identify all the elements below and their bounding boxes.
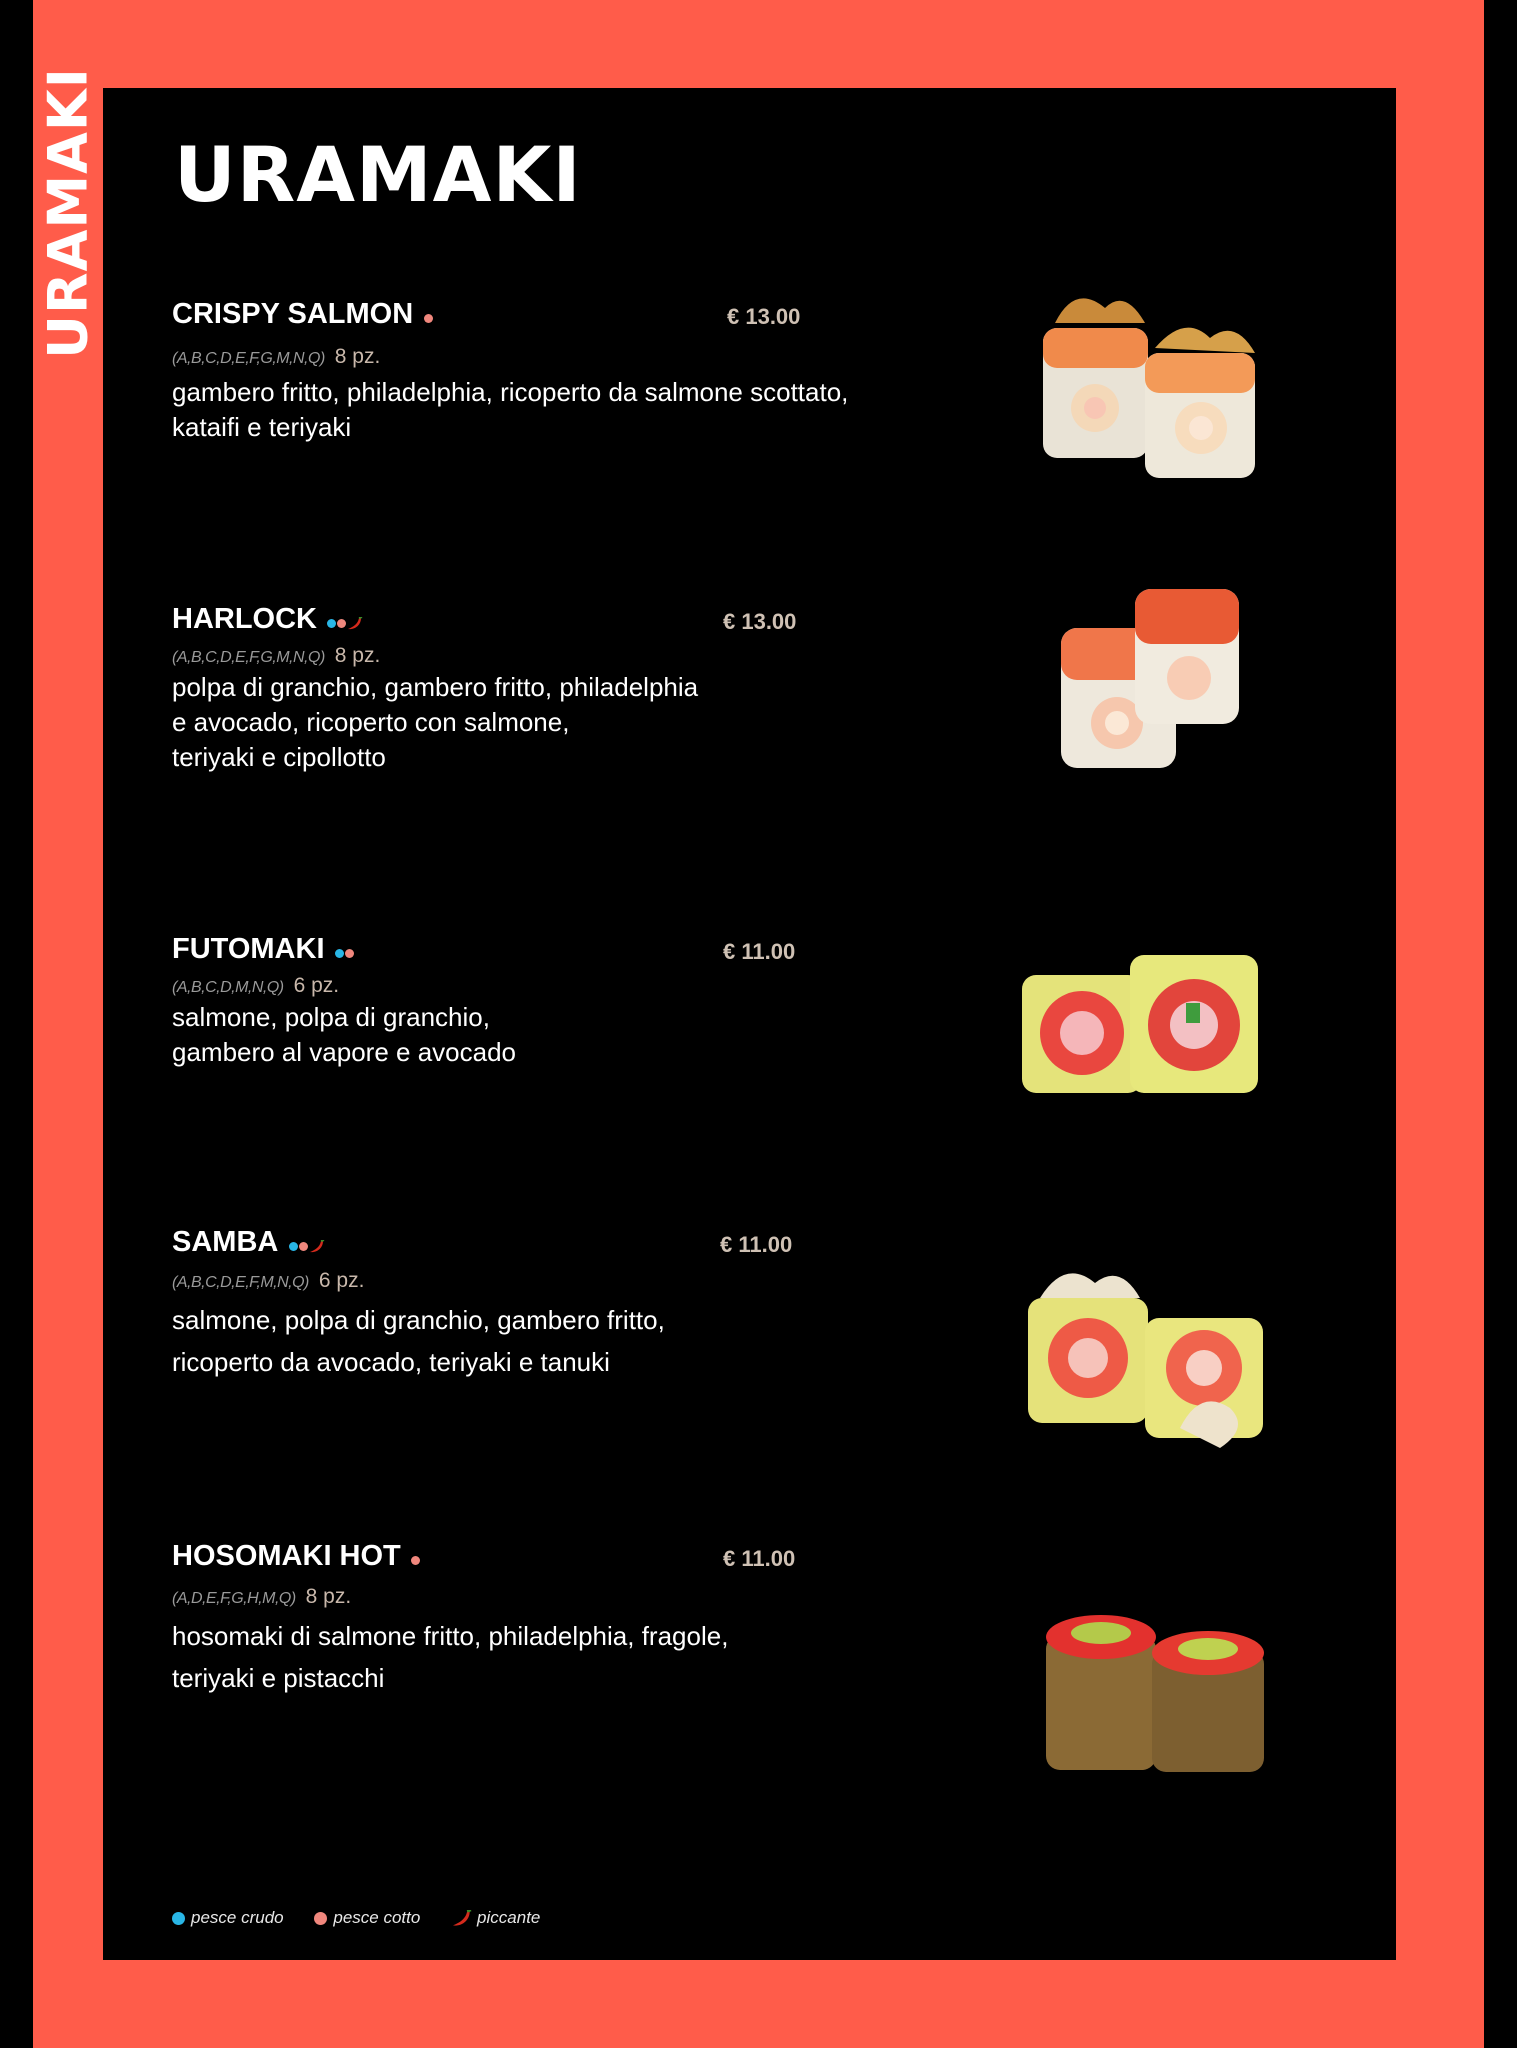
item-name: FUTOMAKI [172,933,325,965]
description-line: e avocado, ricoperto con salmone, [172,707,570,737]
item-meta [172,1585,1052,1609]
item-meta [172,345,1052,369]
description-line: salmone, polpa di granchio, gambero fritto, [172,1305,665,1335]
chili-pepper-icon [309,1240,325,1254]
item-name: CRISPY SALMON [172,298,414,330]
item-tags [411,1552,421,1570]
item-name: HOSOMAKI HOT [172,1540,401,1572]
legend-raw-fish [172,1908,284,1928]
legend-spicy-label: piccante [477,1908,541,1927]
outer-edge-right [1484,0,1517,2048]
raw-fish-dot-icon [289,1242,298,1251]
item-meta [172,974,1052,998]
description-line: salmone, polpa di granchio, [172,1002,490,1032]
futomaki-photo [1020,953,1260,1098]
item-name: SAMBA [172,1226,279,1258]
page-border-bottom [33,1960,1484,2048]
menu-item-hosomaki-hot [172,1540,1052,1699]
item-description [172,1299,1052,1383]
chili-pepper-icon [347,617,363,631]
item-pieces: 8 pz. [334,345,381,368]
item-allergens: (A,B,C,D,E,F,G,M,N,Q) [172,649,325,666]
cooked-fish-dot-icon [337,619,346,628]
item-description [172,1000,1052,1070]
raw-fish-dot-icon [172,1912,185,1925]
outer-edge-left [0,0,33,2048]
item-allergens: (A,B,C,D,M,N,Q) [172,979,284,996]
cooked-fish-dot-icon [345,949,354,958]
item-meta [172,1269,1052,1293]
item-pieces: 8 pz. [334,644,381,667]
item-price: € 11.00 [720,1232,793,1257]
description-line: teriyaki e pistacchi [172,1663,385,1693]
item-description [172,1615,1052,1699]
item-tags [424,310,434,328]
menu-item-harlock [172,603,1052,775]
item-price: € 11.00 [723,939,796,964]
cooked-fish-dot-icon [424,314,433,323]
item-price: € 11.00 [723,1546,796,1571]
description-line: kataifi e teriyaki [172,412,352,442]
description-line: teriyaki e cipollotto [172,742,386,772]
description-line: gambero fritto, philadelphia, ricoperto da salmone scottato, [172,377,849,407]
item-allergens: (A,B,C,D,E,F,M,N,Q) [172,1274,309,1291]
hosomaki-hot-photo [1040,1605,1270,1775]
legend-spicy [451,1908,540,1928]
page-border-top [33,0,1484,88]
samba-photo [1020,1258,1270,1453]
item-pieces: 6 pz. [318,1269,365,1292]
page-border-right [1396,0,1484,2048]
raw-fish-dot-icon [327,619,336,628]
legend-raw-label: pesce crudo [191,1908,284,1927]
item-meta [172,644,1052,668]
description-line: polpa di granchio, gambero fritto, philadelphia [172,672,699,702]
item-name: HARLOCK [172,603,317,635]
item-tags [289,1238,325,1256]
side-section-label [34,67,102,359]
harlock-photo [1055,583,1245,783]
legend [172,1908,566,1928]
menu-item-futomaki [172,933,1052,1070]
item-tags [335,945,355,963]
chili-pepper-icon [451,1910,473,1928]
cooked-fish-dot-icon [314,1912,327,1925]
menu-item-crispy-salmon [172,298,1052,445]
legend-cooked-fish [314,1908,420,1928]
item-description [172,670,1052,775]
legend-cooked-label: pesce cotto [333,1908,421,1927]
description-line: hosomaki di salmone fritto, philadelphia, fragole, [172,1621,729,1651]
item-pieces: 6 pz. [293,974,340,997]
item-description [172,375,1052,445]
item-pieces: 8 pz. [305,1585,352,1608]
item-price: € 13.00 [727,304,801,329]
cooked-fish-dot-icon [299,1242,308,1251]
page-title: URAMAKI [174,130,582,219]
side-label-text: URAMAKI [36,67,100,359]
crispy-salmon-photo [1035,278,1265,483]
item-tags [327,615,363,633]
description-line: gambero al vapore e avocado [172,1037,517,1067]
menu-item-samba [172,1226,1052,1383]
item-price: € 13.00 [723,609,797,634]
cooked-fish-dot-icon [411,1556,420,1565]
item-allergens: (A,B,C,D,E,F,G,M,N,Q) [172,350,325,367]
raw-fish-dot-icon [335,949,344,958]
item-allergens: (A,D,E,F,G,H,M,Q) [172,1590,296,1607]
description-line: ricoperto da avocado, teriyaki e tanuki [172,1347,610,1377]
